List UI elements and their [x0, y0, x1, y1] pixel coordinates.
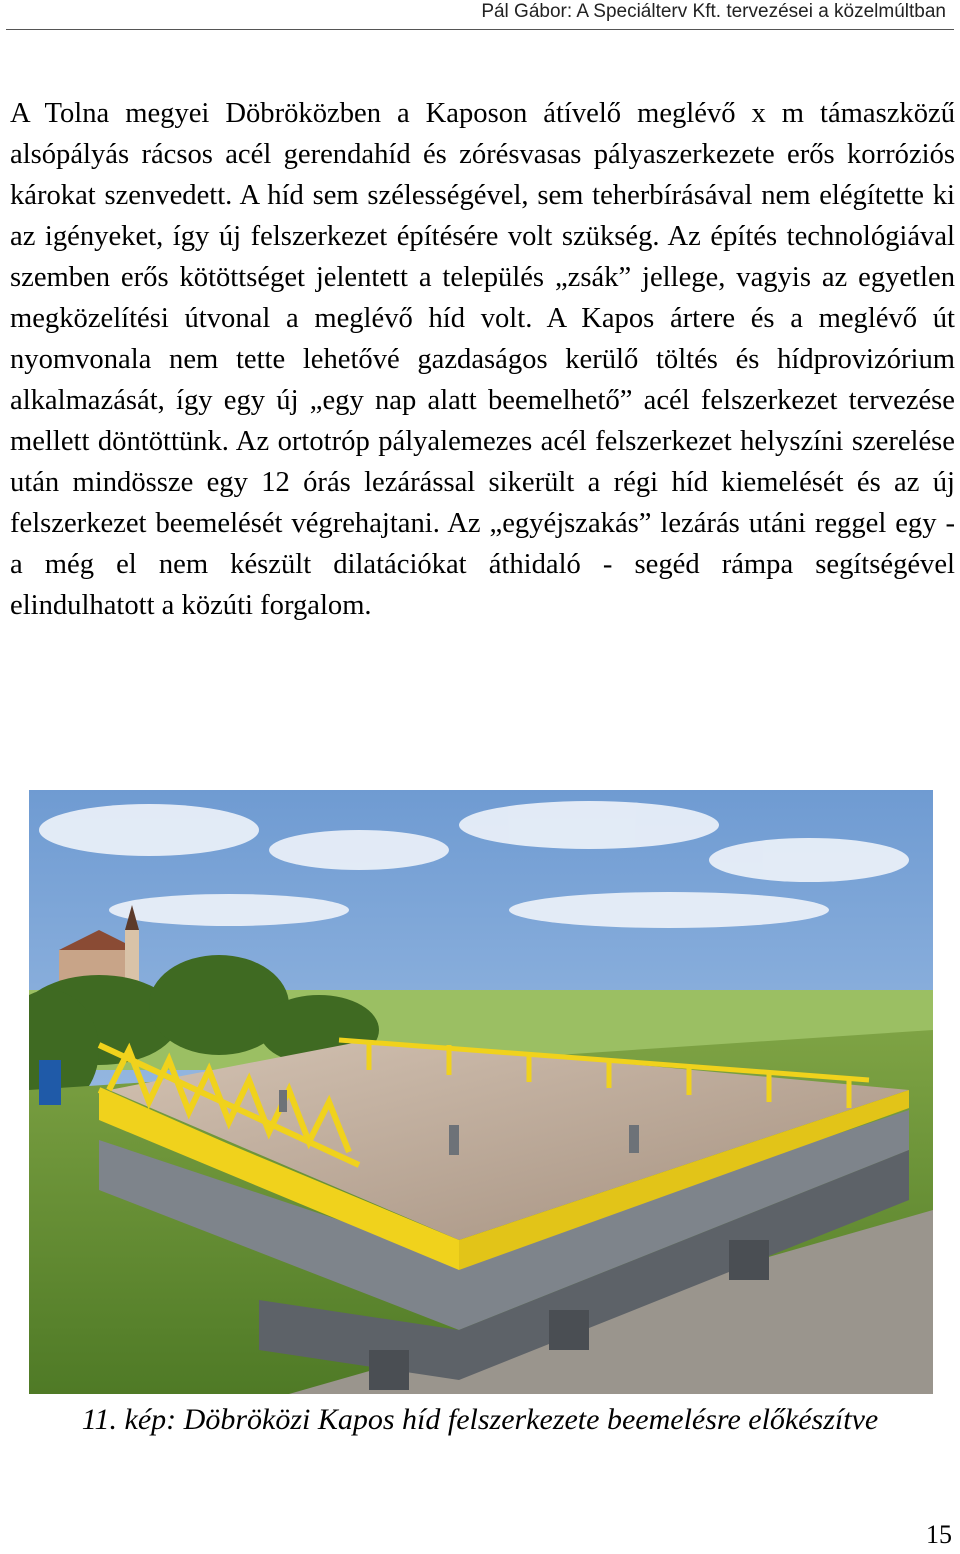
figure-caption: 11. kép: Döbröközi Kapos híd felszerkezete beemelésre előkészítve	[81, 1403, 879, 1436]
bridge-photo-illustration	[29, 790, 933, 1394]
body-paragraph: A Tolna megyei Döbröközben a Kaposon átívelő meglévő x m támaszközű alsópályás rácsos acél gerendahíd és zórésvasas pályaszerkezete erős korróziós károkat szenvedett. A híd sem szélességével, sem teherbírásával nem elégítette ki az igényeket, így új felszerkezet építésére volt szükség. Az építés technológiával szemben erős kötöttséget jelentett a település „zsák” jellege, vagyis az egyetlen megközelítési útvonal a meglévő híd volt. A Kapos ártere és a meglévő út nyomvonala nem tette lehetővé gazdaságos kerülő töltés és hídprovizórium alkalmazását, így egy új „egy nap alatt beemelhető” acél felszerkezet tervezése mellett döntöttünk. Az ortotróp pályalemezes acél felszerkezet helyszíni szerelése után mindössze egy 12 órás lezárással sikerült a régi híd kiemelését és az új felszerkezet beemelését végrehajtani. Az „egyéjszakás” lezárás utáni reggel egy - a még el nem készült dilatációkat áthidaló - segéd rámpa segítségével elindulhatott a közúti forgalom.	[10, 98, 955, 621]
bridge-photo	[29, 790, 933, 1394]
header-rule	[6, 29, 954, 30]
running-header	[0, 0, 960, 30]
running-header-title: Pál Gábor: A Speciálterv Kft. tervezései a közelmúltban	[481, 1, 946, 22]
page-number: 15	[926, 1520, 952, 1549]
portable-toilet	[39, 1060, 61, 1105]
